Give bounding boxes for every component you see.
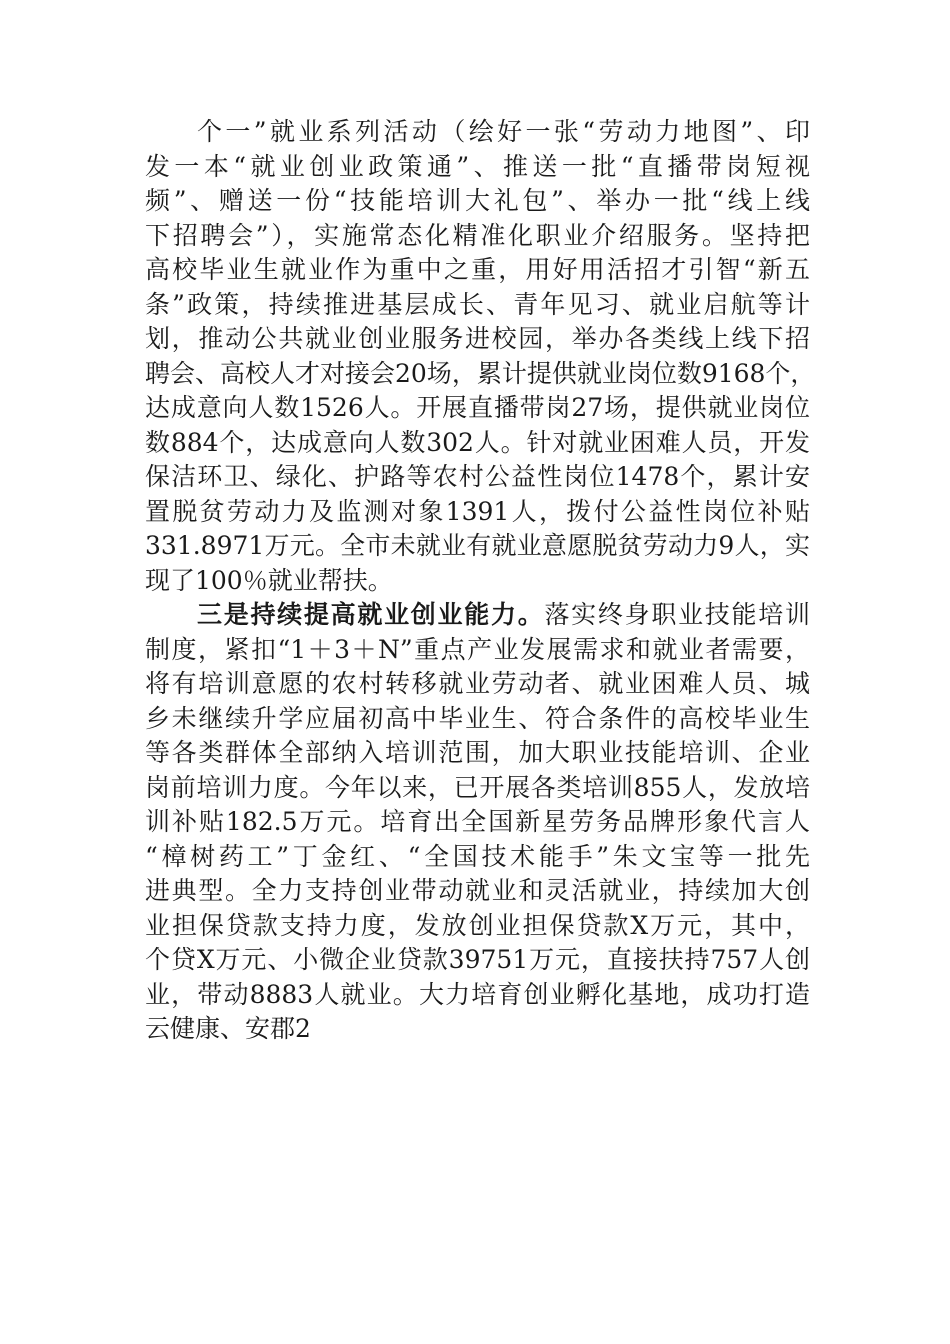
paragraph-entrepreneurship-capacity [145, 598, 810, 1047]
text-line: 置脱贫劳动力及监测对象1391人，拨付公益性岗位补贴 [145, 496, 810, 526]
text-line: 数884个，达成意向人数302人。针对就业困难人员，开发 [145, 427, 810, 457]
text-line: 条”政策，持续推进基层成长、青年见习、就业启航等计 [145, 289, 810, 319]
text-line: 保洁环卫、绿化、护路等农村公益性岗位1478个，累计安 [145, 462, 810, 491]
text-line: 等各类群体全部纳入培训范围，加大职业技能培训、企业 [145, 738, 810, 767]
text-line: 聘会、高校人才对接会20场，累计提供就业岗位数9168个， [145, 358, 816, 388]
text-line: 制度，紧扣“1＋3＋N”重点产业发展需求和就业者需要， [145, 634, 810, 664]
text-line: 训补贴182.5万元。培育出全国新星劳务品牌形象代言人 [145, 807, 810, 836]
text-line: 云健康、安郡2 [145, 1014, 311, 1043]
text-line: 高校毕业生就业作为重中之重，用好用活招才引智“新五 [145, 255, 810, 284]
text-line: 业，带动8883人就业。大力培育创业孵化基地，成功打造 [145, 979, 810, 1009]
text-line: 现了100％就业帮扶。 [145, 565, 393, 595]
text-line: 达成意向人数1526人。开展直播带岗27场，提供就业岗位 [145, 393, 810, 422]
text-line: 将有培训意愿的农村转移就业劳动者、就业困难人员、城 [145, 669, 810, 698]
text-line: 乡未继续升学应届初高中毕业生、符合条件的高校毕业生 [145, 703, 810, 733]
paragraph-first-line [145, 598, 810, 633]
text-line: 下招聘会”），实施常态化精准化职业介绍服务。坚持把 [145, 220, 810, 250]
text-line: 进典型。全力支持创业带动就业和灵活就业，持续加大创 [145, 876, 810, 905]
paragraph-employment-services [145, 115, 816, 598]
text-line: 个贷X万元、小微企业贷款39751万元，直接扶持757人创 [145, 945, 810, 974]
text-line: 331.8971万元。全市未就业有就业意愿脱贫劳动力9人，实 [145, 531, 810, 560]
text-line: 岗前培训力度。今年以来，已开展各类培训855人，发放培 [145, 772, 810, 802]
text-line: 发一本“就业创业政策通”、推送一批“直播带岗短视 [145, 151, 810, 181]
text-line: “樟树药工”丁金红、“全国技术能手”朱文宝等一批先 [145, 841, 810, 871]
text-line: 划，推动公共就业创业服务进校园，举办各类线上线下招 [145, 324, 810, 353]
paragraph-heading: 三是持续提高就业创业能力。 [197, 600, 545, 629]
text-line: 频”、赠送一份“技能培训大礼包”、举办一批“线上线 [145, 186, 810, 215]
text-line: 个一”就业系列活动（绘好一张“劳动力地图”、印 [197, 117, 810, 146]
paragraph-first-line-text: 落实终身职业技能培训 [544, 600, 810, 629]
document-body [145, 115, 816, 1047]
text-line: 业担保贷款支持力度，发放创业担保贷款X万元，其中， [145, 910, 810, 940]
